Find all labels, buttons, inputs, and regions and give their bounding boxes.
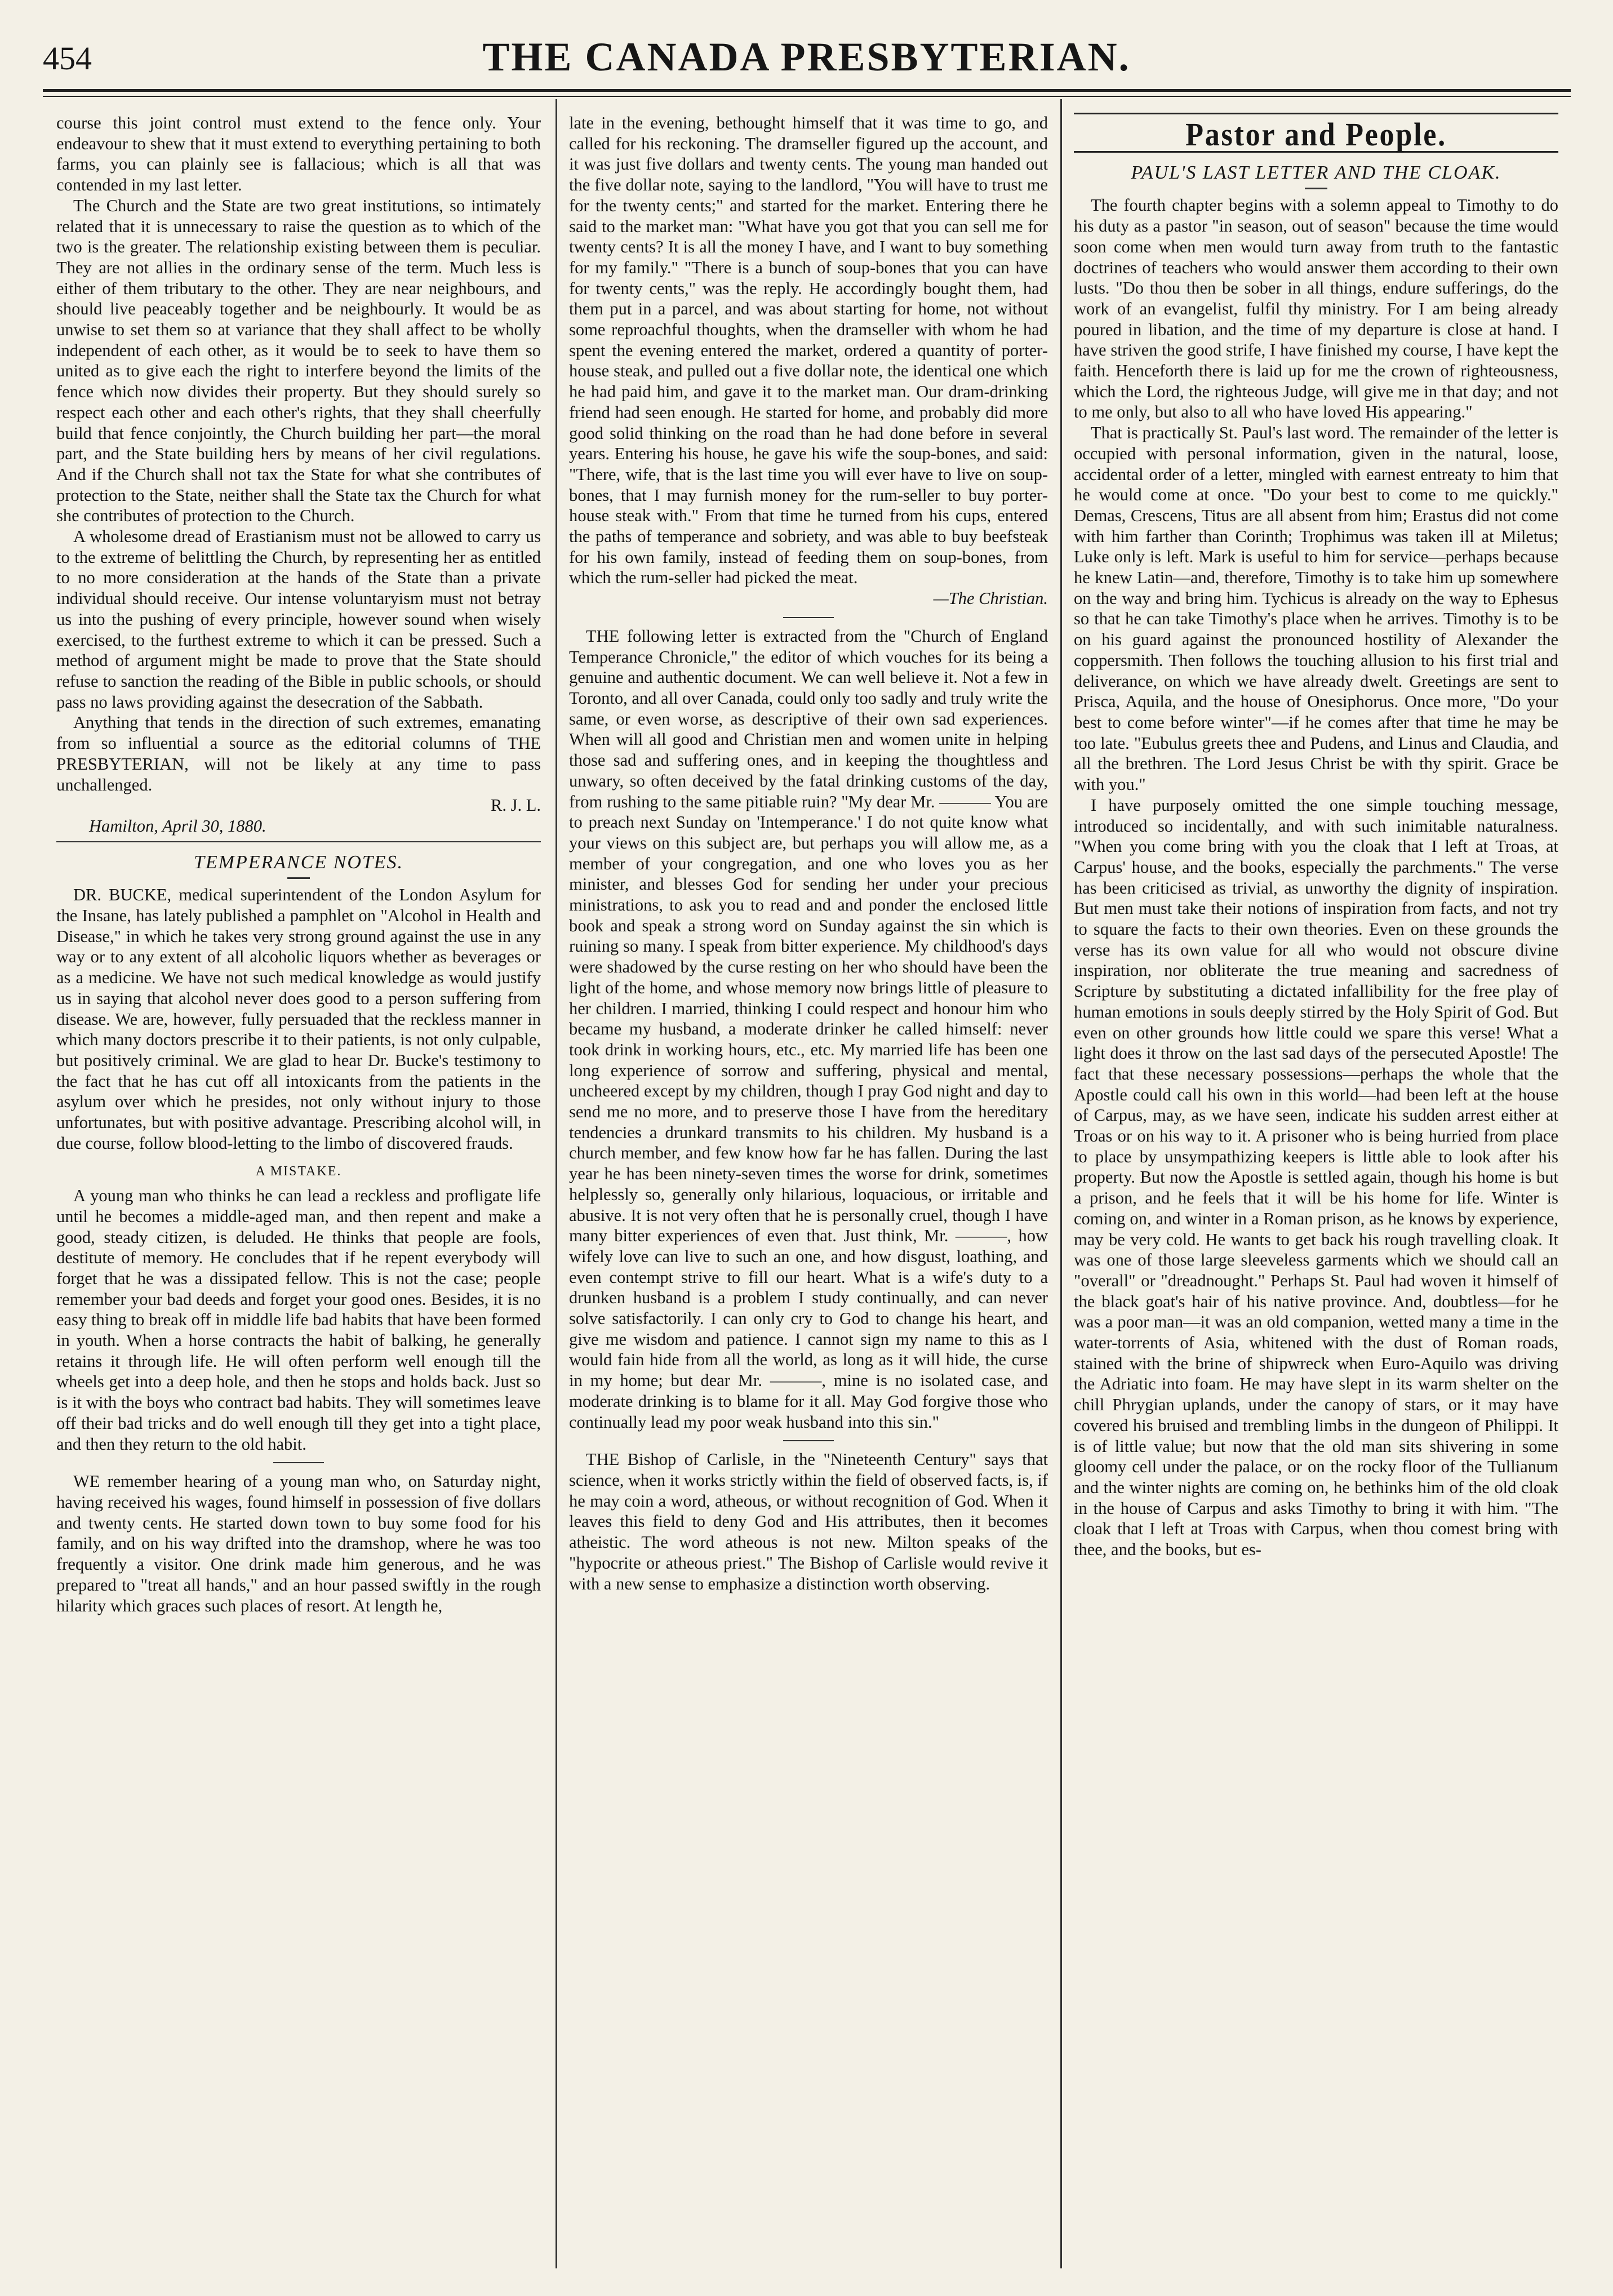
paragraph: late in the evening, bethought himself that it was time to go, and called for his reckoning. The dramseller figured up the account, and it was just five dollars and twenty cents. The young man handed out the five dollar note, saying to the landlord, "You will have to trust me for the twenty cents;" and started for the market. Entering there he said to the market man: "What have you got that you can sell me for twenty cents? It is all the money I have, and I want to buy something for my family." "There is a bunch of soup-bones that you can have for twenty cents," was the reply. He accordingly bought them, had them put in a parcel, and was about starting for home, not without some reproachful thoughts, when the dramseller with whom he had spent the evening entered the market, ordered a quantity of porter-house steak, and pulled out a five dollar note, the identical one which he had paid him, and gave it to the market man. Our dram-drinking friend had seen enough. He started for home, and probably did more good solid thinking on the road than he had done before in several years. Entering his house, he gave his wife the soup-bones, and said: "There, wife, that is the last time you will ever have to live on soup-bones, that I may furnish money for the rum-seller to buy porter-house steak with." From that time he turned from his cups, entered the paths of temperance and sobriety, and was able to buy beefsteak for his own family, instead of feeding them on soup-bones, from which the rum-seller had picked the meat. bbox=[569, 113, 1048, 588]
paragraph: course this joint control must extend to the fence only. Your endeavour to shew that it must extend to everything pertaining to both farms, you can plainly see is fallacious; which is all that was contended in my last letter. bbox=[56, 113, 541, 195]
item-rule bbox=[273, 1462, 324, 1463]
paragraph: Anything that tends in the direction of such extremes, emanating from so influential a source as the editorial columns of THE PRESBYTERIAN, will not be likely at any time to pass unchallenged. bbox=[56, 713, 541, 794]
column-1 bbox=[56, 113, 541, 2276]
section-heading-pastor-and-people: Pastor and People. bbox=[1185, 116, 1447, 153]
paragraph: A young man who thinks he can lead a reckless and profligate life until he becomes a middle-aged man, and then repent and make a good, steady citizen, is deluded. He thinks that people are fools, destitute of memory. He concludes that if he repent everybody will forget that he was a dissipated fellow. This is not the case; people remember your bad deeds and forget your good ones. Besides, it is no easy thing to break off in middle life bad habits that have been formed in youth. When a horse contracts the habit of balking, he generally retains it through life. He will often perform well enough till the wheels get into a deep hole, and then he stops and holds back. Just so is it with the boys who contract bad habits. They will sometimes leave off their bad tricks and do well enough till they get into a tight place, and then they return to the old habit. bbox=[56, 1186, 541, 1454]
paragraph: The Church and the State are two great institutions, so intimately related that it is unnecessary to raise the question as to which of the two is the greater. The relationship existing between them is peculiar. They are not allies in the ordinary sense of the term. Much less is either of them tributary to the other. They are near neighbours, and should live peaceably together and be neighbourly. It would be as unwise to set them so at variance that they shall affect to be wholly independent of each other, as it would be to seek to have them so united as to give each the right to interfere beyond the limits of the fence which now divides their property. But they should surely so respect each other and each other's rights, that they shall cheerfully build that fence conjointly, the Church building her part—the moral part, and the State building hers by means of her civil regulations. And if the Church shall not tax the State for what she contributes of protection to the State, neither shall the State tax the Church for what she contributes of protection to the Church. bbox=[56, 196, 541, 526]
paragraph: WE remember hearing of a young man who, on Saturday night, having received his wages, found himself in possession of five dollars and twenty cents. He started down town to buy some food for his family, and on his way drifted into the dramshop, where he was too frequently a visitor. One drink made him generous, and he was prepared to "treat all hands," and an hour passed swiftly in the rough hilarity which graces such places of resort. At length he, bbox=[56, 1472, 541, 1615]
item-rule bbox=[783, 1440, 834, 1441]
section-header-box bbox=[1074, 113, 1558, 153]
paragraph: DR. BUCKE, medical superintendent of the London Asylum for the Insane, has lately published a pamphlet on "Alcohol in Health and Disease," in which he takes very strong ground against the use in any way or to any extent of all alcoholic liquors whether as beverages or as a medicine. We have not such medical knowledge as would justify us in saying that alcohol never does good to a person suffering from disease. We are, however, fully persuaded that the reckless manner in which many doctors prescribe it to their patients, is not only culpable, but positively criminal. We are glad to hear Dr. Bucke's testimony to the fact that he has cut off all intoxicants from the patients in the asylum over which he presides, not only without injury to those unfortunates, but with positive advantage. Prescribing alcohol will, in due course, follow blood-letting to the limbo of discovered frauds. bbox=[56, 885, 541, 1153]
header-rule-thin bbox=[43, 96, 1571, 97]
subhead-mistake: A MISTAKE. bbox=[255, 1164, 342, 1179]
section-rule bbox=[56, 841, 541, 842]
dateline: Hamilton, April 30, 1880. bbox=[89, 816, 266, 836]
signature: R. J. L. bbox=[491, 796, 541, 815]
source-credit: —The Christian. bbox=[933, 589, 1048, 609]
paragraph: A wholesome dread of Erastianism must not be allowed to carry us to the extreme of belittling the Church, by representing her as entitled to no more consideration at the hands of the State than a private individual should receive. Our intense voluntaryism must not betray us into the pushing of every principle, however sound when wisely exercised, to the furthest extreme to which it can be pressed. Such a method of argument might be made to prove that the State should refuse to sanction the reading of the Bible in public schools, or should pass no laws providing against the desecration of the Sabbath. bbox=[56, 527, 541, 712]
item-rule bbox=[783, 617, 834, 618]
column-3 bbox=[1074, 113, 1558, 2276]
column-2 bbox=[569, 113, 1048, 2276]
paragraph: That is practically St. Paul's last word. The remainder of the letter is occupied with personal information, given in the natural, loose, accidental order of a letter, mingled with earnest entreaty to him that he would come at once. "Do your best to come to me quickly." Demas, Crescens, Titus are all absent from him; Erastus did not come with him farther than Corinth; Trophimus was taken ill at Miletus; Luke only is left. Mark is useful to him for service—perhaps because he knew Latin—and, therefore, Timothy is to take him up somewhere on the way and bring him. Tychicus is already on the way to Ephesus so that he can take Timothy's place when he arrives. Timothy is to be on his guard against the pronounced hostility of Alexander the coppersmith. Then follows the touching allusion to his first trial and deliverance, on which we have already dwelt. Greetings are sent to Prisca, Aquila, and the house of Onesiphorus. Once more, "Do your best to come before winter"—if he comes after that time he may be too late. "Eubulus greets thee and Pudens, and Linus and Claudia, and all the brethren. The Lord Jesus Christ be with thy spirit. Grace be with you." bbox=[1074, 423, 1558, 794]
title-rule bbox=[1305, 188, 1327, 189]
paragraph: THE Bishop of Carlisle, in the "Nineteenth Century" says that science, when it works strictly within the field of observed facts, is, if he may coin a word, atheous, or without recognition of God. When it leaves this field to deny God and His attributes, then it becomes atheistic. The word atheous is not new. Milton speaks of the "hypocrite or atheous priest." The Bishop of Carlisle would revive it with a new sense to emphasize a distinction worth observing. bbox=[569, 1450, 1048, 1593]
column-divider bbox=[1060, 99, 1062, 2268]
header-rule bbox=[43, 89, 1571, 92]
paragraph: I have purposely omitted the one simple touching message, introduced so incidentally, and with such inimitable naturalness. "When you come bring with you the cloak that I left at Troas, at Carpus' house, and the books, especially the parchments." The verse has been criticised as trivial, as unworthy the dignity of inspiration. But men must take their notions of inspiration from facts, and not try to square the facts to their own theories. Even on these grounds the verse has its own value for all who would not obscure divine inspiration, nor obliterate the true meaning and sacredness of Scripture by substituting a dictated infallibility for the free play of human emotions in souls deeply stirred by the Holy Spirit of God. But even on other grounds how little could we spare this verse! What a light does it throw on the last sad days of the persecuted Apostle! The fact that these necessary possessions—perhaps the whole that the Apostle could call his own in this world—had been left at the house of Carpus, may, as we have seen, indicate his sudden arrest either at Troas or on his way to it. A prisoner who is being hurried from place to place by unsympathizing keepers is little able to look after his property. But now the Apostle is settled again, though his home is but a prison, and he feels that it will be his home for life. Winter is coming on, and winter in a Roman prison, as he knows by experience, may be very cold. He wants to get back his rough travelling cloak. It was one of those large sleeveless garments which we should call an "overall" or "dreadnought." Perhaps St. Paul had woven it himself of the black goat's hair of his native province. And, doubtless—for he was a poor man—it was an old companion, wetted many a time in the water-torrents of Asia, whitened with the dust of Roman roads, stained with the brine of shipwreck when Euro-Aquilo was driving the Adriatic into foam. He may have slept in its warm shelter on the chill Phrygian uplands, under the canopy of stars, or it may have covered his bruised and trembling limbs in the dungeon of Philippi. It is of little value; but now that the old man sits shivering in some gloomy cell under the palace, or on the rocky floor of the Tullianum and the winter nights are coming on, he bethinks him of the old cloak in the house of Carpus and asks Timothy to bring it with him. "The cloak that I left at Troas with Carpus, when thou comest bring with thee, and the books, but es- bbox=[1074, 795, 1558, 1560]
page-number: 454 bbox=[43, 40, 92, 77]
article-title: PAUL'S LAST LETTER AND THE CLOAK. bbox=[1131, 162, 1501, 183]
column-divider bbox=[556, 99, 557, 2268]
paragraph: The fourth chapter begins with a solemn appeal to Timothy to do his duty as a pastor "in season, out of season" because the time would soon come when men would turn away from truth to the fantastic doctrines of teachers who would answer them according to their own lusts. "Do thou then be sober in all things, endure sufferings, do the work of an evangelist, fulfil thy ministry. For I am being already poured in libation, and the time of my departure is close at hand. I have striven the good strife, I have finished my course, I have kept the faith. Henceforth there is laid up for me the crown of righteousness, which the Lord, the righteous Judge, will give me in that day; and not to me only, but also to all who have loved His appearing." bbox=[1074, 196, 1558, 422]
masthead: THE CANADA PRESBYTERIAN. bbox=[482, 34, 1131, 79]
title-rule bbox=[287, 877, 310, 879]
section-title-temperance: TEMPERANCE NOTES. bbox=[193, 851, 404, 873]
paragraph: THE following letter is extracted from the "Church of England Temperance Chronicle," the editor of which vouches for its being a genuine and authentic document. We can well believe it. Not a few in Toronto, and all over Canada, could only too sadly and truly write the same, or even worse, as descriptive of their own sad experiences. When will all good and Christian men and women unite in helping those sad and suffering ones, and in keeping the thoughtless and unwary, so often deceived by the fatal drinking customs of the day, from rushing to the same pitiable ruin? "My dear Mr. ——— You are to preach next Sunday on 'Intemperance.' I do not quite know what your views on this subject are, but perhaps you will allow me, as a member of your congregation, and one who loves you as her minister, and blesses God for sending her under your precious ministrations, to ask you to read and and ponder the enclosed little book and speak a strong word on Sunday against the sin which is ruining so many. I speak from bitter experience. My childhood's days were shadowed by the curse resting on her who should have been the light of the home, and whose memory now brings little of pleasure to her children. I married, thinking I could respect and honour him who became my husband, a moderate drinker he called himself: never took drink in working hours, etc., etc. My married life has been one long experience of sorrow and suffering, physical and mental, uncheered except by my children, though I pray God night and day to send me no more, and to preserve those I have from the hereditary tendencies a drunkard transmits to his children. My husband is a church member, and few know how far he has fallen. During the last year he has been ninety-seven times the worse for drink, sometimes helplessly so, generally only hilarious, loquacious, or irritable and abusive. It is not very often that he is personally cruel, though I have many bitter experiences of even that. Just think, Mr. ———, how wifely love can live to such an one, and how disgust, loathing, and even contempt strive to fill our heart. What is a wife's duty to a drunken husband is a problem I study continually, and can never solve satisfactorily. I can only cry to God to change his heart, and give me wisdom and patience. I cannot sign my name to this as I would fain hide from all the world, as long as it will hide, the curse in my home; but dear Mr. ———, mine is no isolated case, and moderate drinking is to blame for it all. May God forgive those who continually lead my poor weak husband into this sin." bbox=[569, 626, 1048, 1432]
